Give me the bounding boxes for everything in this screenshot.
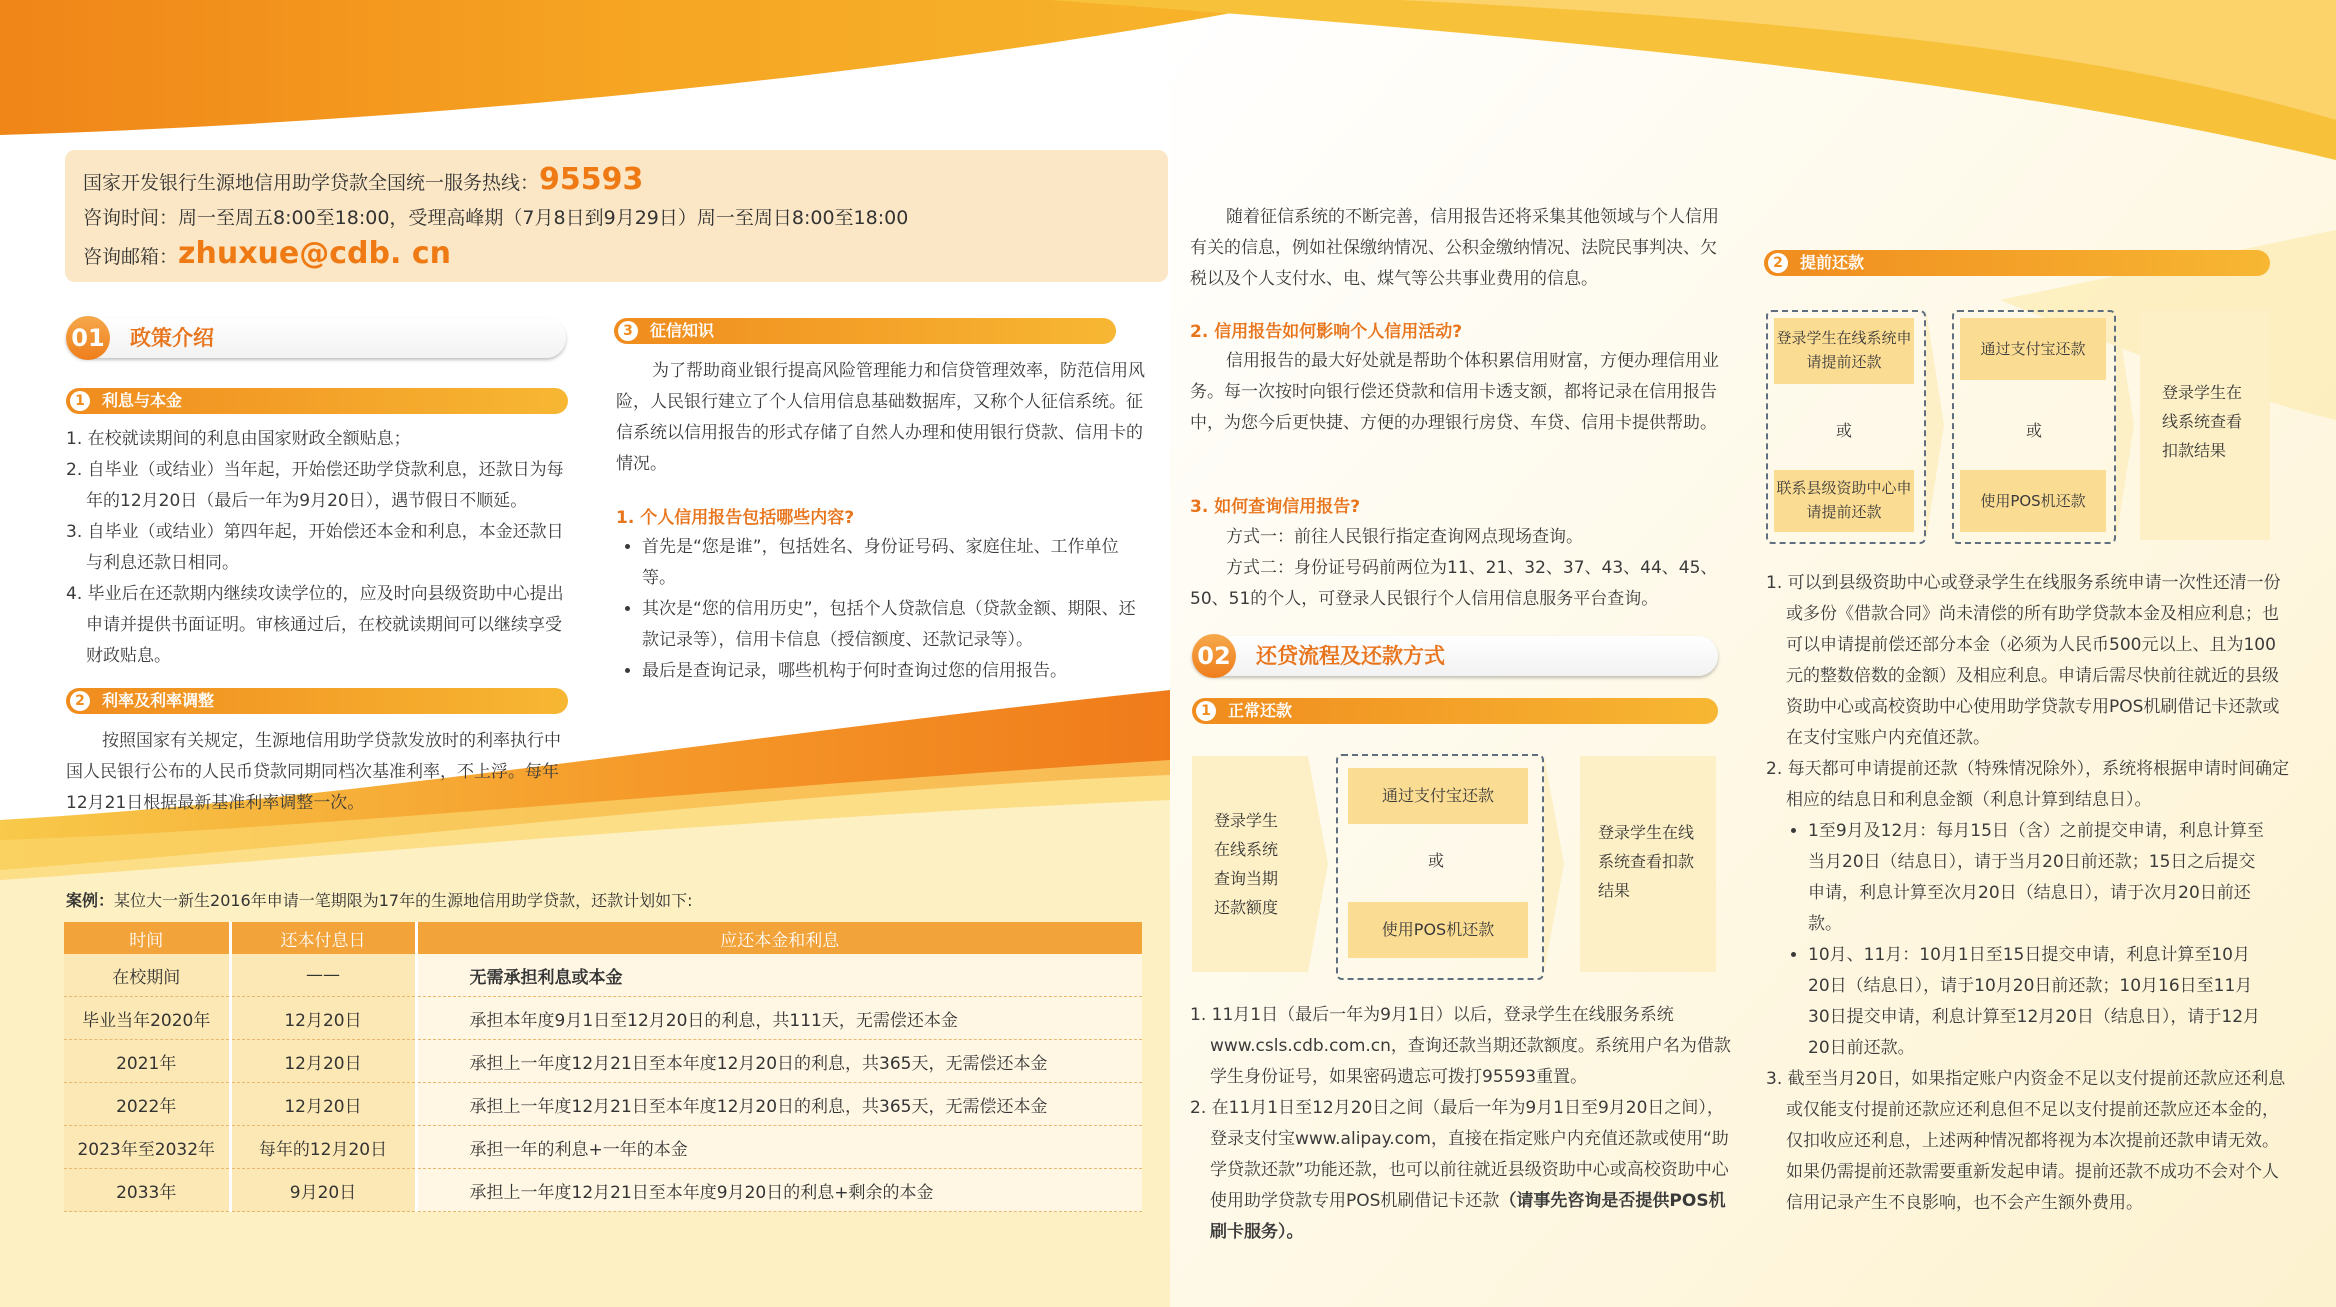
table-cell: 12月20日	[230, 1040, 416, 1083]
table-cell: 在校期间	[64, 954, 230, 997]
flow-or: 或	[2026, 421, 2043, 440]
credit-question-1: 1. 个人信用报告包括哪些内容?	[616, 508, 855, 528]
flow-step-label: 登录学生在线系统查看扣款结果	[1598, 823, 1695, 900]
early-repay-rules	[1786, 816, 2271, 1064]
table-cell: 承担本年度9月1日至12月20日的利息，共111天，无需偿还本金	[416, 997, 1142, 1040]
table-cell: 毕业当年2020年	[64, 997, 230, 1040]
list-item: • 最后是查询记录，哪些机构于何时查询过您的信用报告。	[642, 656, 1150, 687]
pos-option: 使用POS机还款	[1348, 902, 1528, 958]
table-cell: 无需承担利息或本金	[416, 954, 1142, 997]
alipay-option: 通过支付宝还款	[1348, 768, 1528, 824]
early-repay-note-3: 3. 截至当月20日，如果指定账户内资金不足以支付提前还款应还利息或仅能支付提前还款应还利息但不足以支付提前还款应还本金的，仅扣收应还利息，上述两种情况都将视为本次提前还款申请无效。如果仍需提前还款需要重新发起申请。提前还款不成功不会对个人信用记录产生不良影响，也不会产生额外费用。	[1766, 1069, 2286, 1213]
section-01-badge: 01	[66, 316, 110, 360]
credit-question-2: 2. 信用报告如何影响个人信用活动?	[1190, 322, 1463, 342]
flow-arrow-icon	[1544, 756, 1564, 972]
list-item: 3. 自毕业（或结业）第四年起，开始偿还本金和利息，本金还款日与利息还款日相同。	[66, 522, 564, 573]
sub-header-rate	[66, 688, 568, 714]
table-row	[64, 1126, 1142, 1169]
sub-header-number: 3	[618, 321, 638, 341]
table-cell: 2021年	[64, 1040, 230, 1083]
list-item: 4. 毕业后在还款期内继续攻读学位的，应及时向县级资助中心提出申请并提供书面证明。审核通过后，在校就读期间可以继续享受财政贴息。	[66, 584, 564, 666]
table-row	[64, 1083, 1142, 1126]
flow-arrow-icon	[1308, 756, 1328, 972]
flow-step-query	[1192, 756, 1308, 972]
hotline-label: 国家开发银行生源地信用助学贷款全国统一服务热线：	[83, 172, 540, 194]
rate-paragraph: 按照国家有关规定，生源地信用助学贷款发放时的利率执行中国人民银行公布的人民币贷款同期同档次基准利率，不上浮。每年12月21日根据最新基准利率调整一次。	[66, 731, 561, 813]
list-item: • 10月、11月：10月1日至15日提交申请，利息计算至10月20日（结息日），请于10月20日前还款；10月16日至11月30日提交申请，利息计算至12月20日（结息日），请于12月20日前还款。	[1808, 940, 2271, 1064]
sub-header-title: 征信知识	[650, 321, 715, 340]
table-cell: 12月20日	[230, 997, 416, 1040]
list-item: • 首先是“您是谁”，包括姓名、身份证号码、家庭住址、工作单位等。	[642, 532, 1150, 594]
service-hours: 咨询时间：周一至周五8:00至18:00，受理高峰期（7月8日到9月29日）周一至周日8:00至18:00	[83, 207, 909, 229]
pos-option: 使用POS机还款	[1960, 470, 2106, 532]
early-repay-note-1: 1. 可以到县级资助中心或登录学生在线服务系统申请一次性还清一份或多份《借款合同》尚未清偿的所有助学贷款本金及相应利息；也可以申请提前偿还部分本金（必须为人民币500元以上、且为100元的整数倍数的金额）及相应利息。申请后需尽快前往就近的县级资助中心或高校资助中心使用助学贷款专用POS机刷借记卡还款或在支付宝账户内充值还款。	[1766, 573, 2281, 748]
table-cell: ——	[230, 954, 416, 997]
flow-step-label: 登录学生在线系统查询当期还款额度	[1214, 811, 1279, 917]
sub-header-title: 利率及利率调整	[102, 691, 215, 710]
flow-or: 或	[1836, 421, 1853, 440]
table-cell: 2022年	[64, 1083, 230, 1126]
list-item: 2. 自毕业（或结业）当年起，开始偿还助学贷款利息，还款日为每年的12月20日（最后一年为9月20日），遇节假日不顺延。	[66, 460, 564, 511]
table-body	[64, 954, 1142, 1212]
flow-or: 或	[1428, 851, 1445, 870]
hotline-line	[83, 162, 643, 201]
sub-header-interest	[66, 388, 568, 414]
county-apply-option: 联系县级资助中心申请提前还款	[1774, 470, 1914, 532]
table-cell: 2033年	[64, 1169, 230, 1212]
flow-arrow-icon	[1926, 310, 1944, 540]
credit-q1-list	[620, 532, 1150, 687]
email-address[interactable]: zhuxue@cdb. cn	[178, 236, 451, 271]
repayment-plan-table	[64, 922, 1142, 1212]
case-caption	[66, 888, 693, 911]
table-row	[64, 954, 1142, 997]
normal-repay-note-1: 1. 11月1日（最后一年为9月1日）以后，登录学生在线服务系统www.csls.cdb.com.cn，查询还款当期还款额度。系统用户名为借款学生身份证号，如果密码遗忘可拨打95593重置。	[1190, 1005, 1731, 1087]
sub-header-early-repay	[1764, 250, 2270, 276]
credit-q3-way2: 方式二：身份证号码前两位为11、21、32、37、43、44、45、50、51的个人，可登录人民银行个人信用信息服务平台查询。	[1190, 558, 1718, 609]
contact-panel	[65, 150, 1168, 282]
table-cell: 2023年至2032年	[64, 1126, 230, 1169]
column-header: 应还本金和利息	[416, 922, 1142, 954]
table-row	[64, 1169, 1142, 1212]
table-row	[64, 997, 1142, 1040]
flow-step-result	[2140, 310, 2270, 540]
section-02-header	[1192, 636, 1718, 676]
list-item: • 1至9月及12月：每月15日（含）之前提交申请，利息计算至当月20日（结息日），请于当月20日前还款；15日之后提交申请，利息计算至次月20日（结息日），请于次月20日前还款。	[1808, 816, 2271, 940]
table-header-row	[64, 922, 1142, 954]
table-cell: 承担上一年度12月21日至本年度9月20日的利息+剩余的本金	[416, 1169, 1142, 1212]
sub-header-number: 1	[1196, 701, 1216, 721]
list-item: 1. 在校就读期间的利息由国家财政全额贴息；	[66, 429, 411, 449]
alipay-option: 通过支付宝还款	[1960, 318, 2106, 380]
early-repay-note-2: 2. 每天都可申请提前还款（特殊情况除外），系统将根据申请时间确定相应的结息日和利息金额（利息计算到结息日）。	[1766, 759, 2290, 810]
sub-header-title: 正常还款	[1228, 701, 1293, 720]
section-01-header	[66, 318, 566, 358]
email-label: 咨询邮箱：	[83, 246, 179, 268]
note-text: 2. 在11月1日至12月20日之间（最后一年为9月1日至9月20日之间），登录支付宝www.alipay.com，直接在指定账户内充值还款或使用“助学贷款还款”功能还款，也可以前往就近县级资助中心或高校资助中心使用助学贷款专用POS机刷借记卡还款	[1190, 1098, 1729, 1211]
note-bold: （请事先咨询是否提供POS机刷卡服务）。	[1210, 1191, 1726, 1242]
sub-header-title: 提前还款	[1800, 253, 1865, 272]
sub-header-number: 2	[70, 691, 90, 711]
sub-header-normal-repay	[1192, 698, 1718, 724]
table-cell: 9月20日	[230, 1169, 416, 1212]
section-01-title: 政策介绍	[130, 326, 214, 350]
table-cell: 每年的12月20日	[230, 1126, 416, 1169]
table-cell: 承担上一年度12月21日至本年度12月20日的利息，共365天，无需偿还本金	[416, 1040, 1142, 1083]
sub-header-number: 2	[1768, 253, 1788, 273]
email-line	[83, 234, 451, 277]
list-item: • 其次是“您的信用历史”，包括个人贷款信息（贷款金额、期限、还款记录等），信用卡信息（授信额度、还款记录等）。	[642, 594, 1150, 656]
normal-repay-note-2	[1190, 1093, 1740, 1248]
credit-intro: 为了帮助商业银行提高风险管理能力和信贷管理效率，防范信用风险，人民银行建立了个人信用信息基础数据库，又称个人征信系统。征信系统以信用报告的形式存储了自然人办理和使用银行贷款、信用卡的情况。	[616, 361, 1145, 474]
table-cell: 12月20日	[230, 1083, 416, 1126]
flow-step-label: 登录学生在线系统查看扣款结果	[2162, 383, 2243, 460]
flow-step-result	[1580, 756, 1716, 972]
section-02-badge: 02	[1192, 634, 1236, 678]
interest-list	[66, 424, 576, 672]
sub-header-title: 利息与本金	[102, 391, 183, 410]
credit-q3-way1: 方式一：前往人民银行指定查询网点现场查询。	[1226, 527, 1583, 547]
online-apply-option: 登录学生在线系统申请提前还款	[1774, 318, 1914, 384]
case-text: 某位大一新生2016年申请一笔期限为17年的生源地信用助学贷款，还款计划如下:	[114, 891, 693, 910]
credit-question-3: 3. 如何查询信用报告?	[1190, 497, 1361, 517]
hotline-number[interactable]: 95593	[539, 162, 644, 197]
sub-header-credit	[614, 318, 1116, 344]
column-header: 还本付息日	[230, 922, 416, 954]
section-02-title: 还贷流程及还款方式	[1256, 644, 1445, 668]
case-label: 案例：	[66, 891, 115, 910]
table-cell: 承担上一年度12月21日至本年度12月20日的利息，共365天，无需偿还本金	[416, 1083, 1142, 1126]
sub-header-number: 1	[70, 391, 90, 411]
table-row	[64, 1040, 1142, 1083]
table-cell: 承担一年的利息+一年的本金	[416, 1126, 1142, 1169]
credit-q2-answer: 信用报告的最大好处就是帮助个体积累信用财富，方便办理信用业务。每一次按时向银行偿还贷款和信用卡透支额，都将记录在信用报告中，为您今后更快捷、方便的办理银行房贷、车贷、信用卡提供帮助。	[1190, 351, 1719, 433]
column-header: 时间	[64, 922, 230, 954]
flow-arrow-icon	[2116, 310, 2134, 540]
credit-intro-continued: 随着征信系统的不断完善，信用报告还将采集其他领域与个人信用有关的信息，例如社保缴纳情况、公积金缴纳情况、法院民事判决、欠税以及个人支付水、电、煤气等公共事业费用的信息。	[1190, 207, 1719, 289]
